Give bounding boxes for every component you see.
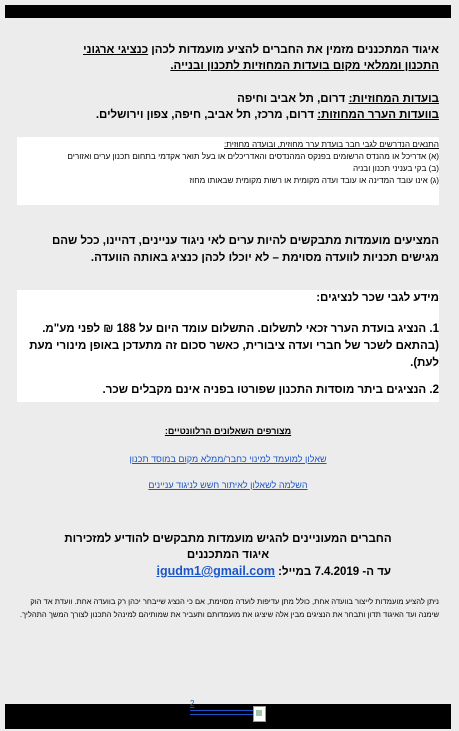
condition-item: (א) אדריכל או מהנדס הרשומים בפנקס המהנדסים והאדריכלים או בעל תואר אקדמי בתחום תכנון ערים ואזורים (67, 152, 439, 161)
committees-section (17, 91, 439, 123)
broken-image-icon (253, 706, 266, 722)
fee-title: מידע לגבי שכר לנציגים: (316, 292, 439, 304)
conflict-questionnaire-link[interactable]: השלמה לשאלון לאיתור חשש לניגוד עניינים (148, 480, 308, 490)
contact-paragraph (17, 531, 439, 563)
contact-line1: החברים המעוניינים להגיש מועמדות מתבקשים להודיע למזכירות (64, 533, 392, 545)
intro-line2: התכנון וממלאי מקום בועדות המחוזיות לתכנון ובנייה. (170, 60, 439, 72)
conditions-header: התנאים הנדרשים לגבי חבר בועדת ערר מחוזית, ובועדה מחוזית: (224, 140, 439, 149)
attached-heading: מצורפים השאלונים הרלוונטיים: (164, 426, 292, 436)
condition-item: (ב) בקי בעניני תכנון ובניה (352, 164, 439, 173)
top-bar (5, 5, 451, 18)
email-link[interactable]: igudm1@gmail.com (156, 564, 275, 578)
contact-line2: איגוד המתכננים (186, 549, 270, 561)
page-link-underlines (190, 710, 260, 720)
conflict-of-interest-paragraph: המציעים מועמדות מתבקשים להיות ערים לאי ניגוד עניינים, דהיינו, ככל שהם מגישים תכניות לוועדה מסוימת – לא יוכלו לכהן כנציג באותה הוועדה. (52, 235, 439, 264)
intro-paragraph (17, 42, 439, 74)
intro-underlined: כנציגי ארגוני (83, 44, 149, 56)
fine-print: ניתן להציע מועמדות לייצור בוועדה אחת, כולל מתן עדיפות לועדה מסוימת, אם כי הנציג שייבחר יכהן רק בוועדה אחת. וועדת אד הוק שימנה ועד האיגוד תדון ותבחר את הנציגים מבין אלה שיציגו את מועמדותם ותעביר את שמותיהם למינהל התכנון לצורך המשך התהליך. (19, 597, 439, 619)
conditions-box (17, 137, 439, 205)
fee-info-box (17, 290, 439, 402)
intro-text: איגוד המתכננים מזמין את החברים להציע מועמדות לכהן (148, 44, 439, 56)
fee-item-1: 1. הנציג בועדת הערר זכאי לתשלום. התשלום עומד היום על 188 ₪ לפני מע"מ. (בהתאם לשכר של חברי ועדה ציבורית, כאשר סכום זה מתעדכן באופן מינורי מעת לעת). (29, 323, 439, 369)
document-page (5, 18, 451, 704)
regional-value: דרום, מרכז, תל אביב, חיפה, צפון וירושלים. (95, 109, 318, 121)
regional-label: בוועדות הערר המחוזות: (317, 109, 439, 121)
page-number[interactable]: 2 (190, 699, 195, 708)
deadline-line (157, 564, 391, 578)
deadline-text: עד ה- 7.4.2019 במייל: (274, 566, 391, 578)
questionnaire-link[interactable]: שאלון למועמד למינוי כחבר/ממלא מקום במוסד תכנון (129, 454, 327, 464)
district-value: דרום, תל אביב וחיפה (237, 93, 349, 105)
district-label: בועדות המחוזיות: (348, 93, 439, 105)
condition-item: (ג) אינו עובד המדינה או עובד ועדה מקומית או רשות מקומית שבאותו מחוז (189, 176, 439, 185)
fee-item-2: 2. הנציגים ביתר מוסדות התכנון שפורטו בפניה אינם מקבלים שכר. (102, 384, 439, 396)
